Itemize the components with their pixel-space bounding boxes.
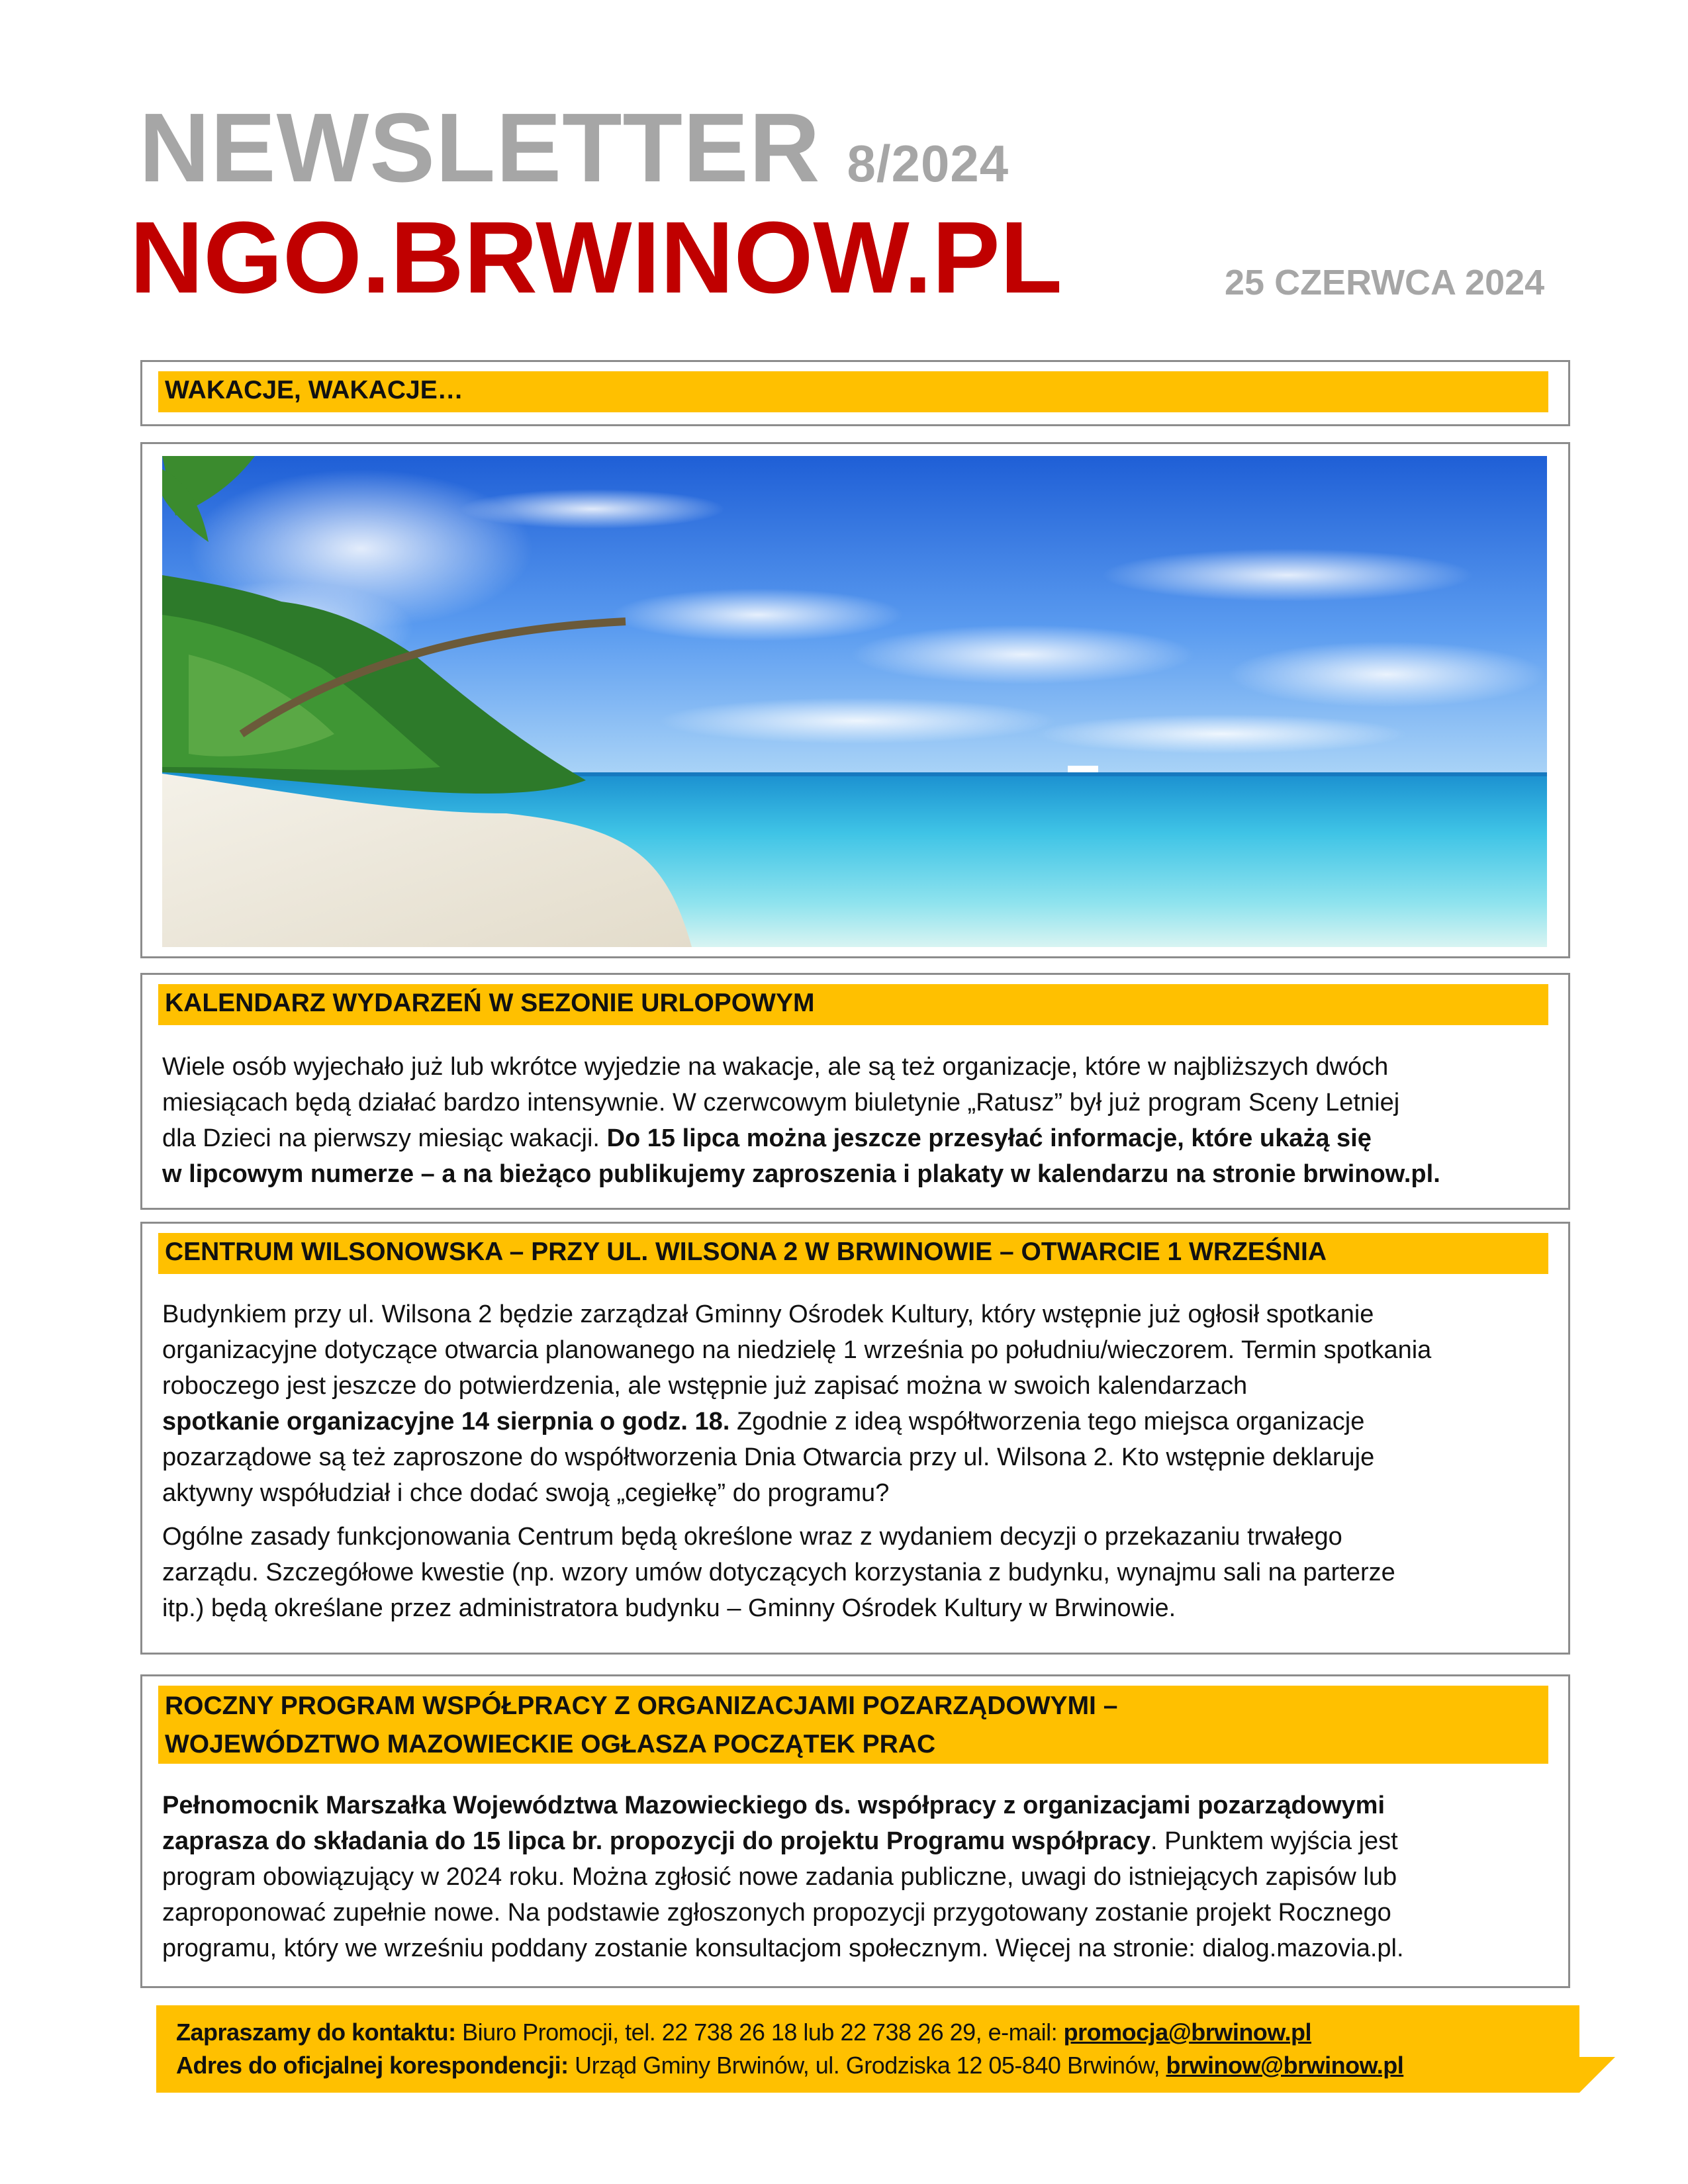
contact-line: Zapraszamy do kontaktu: Biuro Promocji, tel. 22 738 26 18 lub 22 738 26 29, e-mail: promocja@brwinow.pl bbox=[176, 2019, 1311, 2046]
text-line: dla Dzieci na pierwszy miesiąc wakacji. Do 15 lipca można jeszcze przesyłać informacje, które ukażą się bbox=[162, 1124, 1372, 1152]
section-wakacje bbox=[140, 360, 1570, 426]
highlight-text: w lipcowym numerze – a na bieżąco publikujemy zaproszenia i plakaty w kalendarzu na stronie brwinow.pl. bbox=[162, 1160, 1440, 1188]
text-line: zaproponować zupełnie nowe. Na podstawie zgłoszonych propozycji przygotowany zostanie projekt Rocznego bbox=[162, 1899, 1391, 1927]
section-body bbox=[162, 1297, 1559, 1626]
text-line: miesiącach będą działać bardzo intensywnie. W czerwcowym biuletynie „Ratusz” był już program Sceny Letniej bbox=[162, 1089, 1400, 1116]
section-heading: CENTRUM WILSONOWSKA – PRZY UL. WILSONA 2 W BRWINOWIE – OTWARCIE 1 WRZEŚNIA bbox=[158, 1233, 1548, 1274]
text-line: zarządu. Szczegółowe kwestie (np. wzory umów dotyczących korzystania z budynku, wynajmu sali na parterze bbox=[162, 1559, 1395, 1586]
section-heading: KALENDARZ WYDARZEŃ W SEZONIE URLOPOWYM bbox=[158, 984, 1548, 1025]
text-line: roboczego jest jeszcze do potwierdzenia, ale wstępnie już zapisać można w swoich kalendarzach bbox=[162, 1372, 1248, 1400]
issue-number: 8/2024 bbox=[847, 134, 1009, 193]
text-line: programu, który we wrześniu poddany zostanie konsultacjom społecznym. Więcej na stronie: dialog.mazovia.pl. bbox=[162, 1934, 1404, 1962]
section-body bbox=[162, 1788, 1559, 1966]
section-centrum bbox=[140, 1222, 1570, 1655]
text-line: pozarządowe są też zaproszone do współtworzenia Dnia Otwarcia przy ul. Wilsona 2. Kto wstępnie deklaruje bbox=[162, 1443, 1375, 1471]
section-roczny-program bbox=[140, 1674, 1570, 1988]
text-line bbox=[162, 1156, 1559, 1192]
section-heading bbox=[158, 1686, 1548, 1764]
beach-photo bbox=[162, 456, 1547, 947]
footer-fold-corner bbox=[1579, 2057, 1615, 2093]
text-line: aktywny współudział i chce dodać swoją „cegiełkę” do programu? bbox=[162, 1479, 890, 1507]
section-body bbox=[162, 1049, 1559, 1192]
address-line: Adres do oficjalnej korespondencji: Urząd Gminy Brwinów, ul. Grodziska 12 05-840 Brwinów, brwinow@brwinow.pl bbox=[176, 2052, 1404, 2079]
text-line: zaprasza do składania do 15 lipca br. propozycji do projektu Programu współpracy. Punktem wyjścia jest bbox=[162, 1827, 1398, 1855]
issue-date: 25 CZERWCA 2024 bbox=[1225, 263, 1545, 302]
heading-line: WOJEWÓDZTWO MAZOWIECKIE OGŁASZA POCZĄTEK PRAC bbox=[165, 1730, 936, 1758]
newsletter-title bbox=[139, 93, 1009, 203]
text-line bbox=[162, 1788, 1559, 1823]
brwinow-email-link[interactable]: brwinow@brwinow.pl bbox=[1166, 2052, 1404, 2079]
contact-footer bbox=[156, 2005, 1579, 2093]
text-line: Wiele osób wyjechało już lub wkrótce wyjedzie na wakacje, ale są też organizacje, które w najbliższych dwóch bbox=[162, 1053, 1389, 1081]
heading-line: ROCZNY PROGRAM WSPÓŁPRACY Z ORGANIZACJAMI POZARZĄDOWYMI – bbox=[165, 1692, 1118, 1720]
text-line: spotkanie organizacyjne 14 sierpnia o godz. 18. Zgodnie z ideą współtworzenia tego miejsca organizacje bbox=[162, 1408, 1365, 1435]
promocja-email-link[interactable]: promocja@brwinow.pl bbox=[1063, 2019, 1311, 2046]
image-box bbox=[140, 442, 1570, 958]
highlight-text: Do 15 lipca można jeszcze przesyłać informacje, które ukażą się bbox=[606, 1124, 1372, 1152]
text-line: itp.) będą określane przez administratora budynku – Gminny Ośrodek Kultury w Brwinowie. bbox=[162, 1594, 1176, 1622]
text-line: Budynkiem przy ul. Wilsona 2 będzie zarządzał Gminny Ośrodek Kultury, który wstępnie już ogłosił spotkanie bbox=[162, 1300, 1374, 1328]
highlight-text: Pełnomocnik Marszałka Województwa Mazowieckiego ds. współpracy z organizacjami pozarządowymi bbox=[162, 1792, 1385, 1819]
contact-label: Zapraszamy do kontaktu: bbox=[176, 2019, 456, 2046]
boat bbox=[1068, 766, 1098, 772]
section-heading: WAKACJE, WAKACJE… bbox=[158, 371, 1548, 412]
address-label: Adres do oficjalnej korespondencji: bbox=[176, 2052, 569, 2079]
highlight-text: spotkanie organizacyjne 14 sierpnia o godz. 18. bbox=[162, 1408, 730, 1435]
section-kalendarz bbox=[140, 973, 1570, 1210]
text-line: organizacyjne dotyczące otwarcia planowanego na niedzielę 1 września po południu/wieczorem. Termin spotkania bbox=[162, 1336, 1432, 1364]
site-title: NGO.BRWINOW.PL bbox=[130, 201, 1062, 314]
text-line: program obowiązujący w 2024 roku. Można zgłosić nowe zadania publiczne, uwagi do istniejących zapisów lub bbox=[162, 1863, 1397, 1891]
text-line: Ogólne zasady funkcjonowania Centrum będą określone wraz z wydaniem decyzji o przekazaniu trwałego bbox=[162, 1523, 1342, 1551]
newsletter-label: NEWSLETTER bbox=[139, 93, 821, 203]
highlight-text: zaprasza do składania do 15 lipca br. propozycji do projektu Programu współpracy bbox=[162, 1827, 1150, 1855]
